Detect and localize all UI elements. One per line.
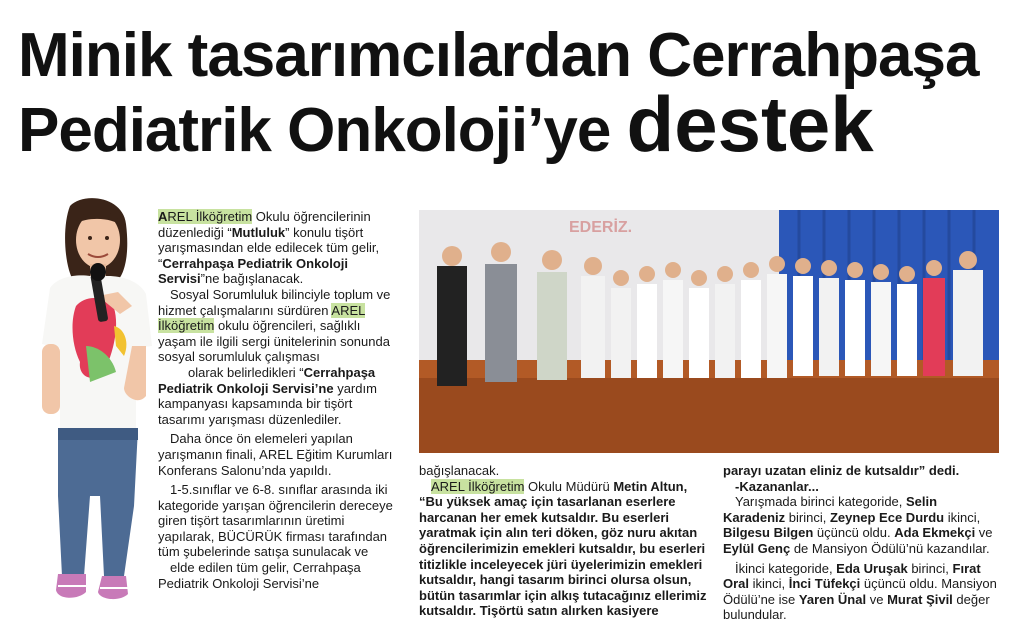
award-ceremony-photo <box>419 210 999 453</box>
article-column-2 <box>419 463 709 619</box>
headline-emphasis: destek <box>626 80 874 168</box>
paragraph-4: Daha önce ön elemeleri yapılan yarışmanın finali, AREL Eğitim Kurumları Konferans Salonu’nda yapıldı. <box>158 431 393 478</box>
winners-subheading: -Kazananlar... <box>735 478 819 494</box>
paragraph-5: 1-5.sınıflar ve 6-8. sınıflar arasında iki kategoride yarışan öğrencilerin dereceye giren tişört tasarımlarının üretimi yapılarak, BÜCÜRÜK firması tarafından tüm şubelerinde satışa sunulacak ve <box>158 482 393 560</box>
screen-text: EDERİZ. <box>569 219 633 236</box>
school-name-highlight: REL İlköğretim <box>167 209 253 224</box>
paragraph-2: Yarışmada birinci kategoride, Selin Karadeniz birinci, Zeynep Ece Durdu ikinci, Bilgesu Bilgen üçüncü oldu. Ada Ekmekçi ve Eylül Genç de Mansiyon Ödülü’nü kazandılar. <box>723 494 993 556</box>
school-name-highlight: AREL İlköğretim <box>431 478 525 494</box>
paragraph-3: olarak belirledikleri “Cerrahpaşa Pediatrik Onkoloji Servisi’ne yardım kampanyası kapsamında bir tişört tasarımı yarışması düzenlediler. <box>158 364 377 427</box>
headline-line-2-text: Pediatrik Onkoloji’ye <box>18 96 627 165</box>
paragraph-1: AREL İlköğretim Okulu öğrencilerinin düzenlediği “Mutluluk” konulu tişört yarışmasından elde edilecek tüm gelir, “Cerrahpaşa Pediatrik Onkoloji Servisi”ne bağışlanacak. <box>158 209 380 287</box>
headline-line-2 <box>18 80 1018 168</box>
article-column-1 <box>158 209 402 591</box>
paragraph-1: bağışlanacak. <box>419 463 500 478</box>
paragraph-2: AREL İlköğretim Okulu Müdürü Metin Altun, “Bu yüksek amaç için tasarlanan eserlere harcanan her emek kutsaldır. Bu eserleri yaratmak için alın teri döken, göz nuru akıtan öğrencilerimizin emekleri kutsaldır, bu eserleri titizlikle inceleyecek jüri üyelerimizin emekleri kutsaldır, hangi tasarım birinci olursa olsun, bütün tasarımlar için alkış tutacağınız ellerimiz kutsaldır. Tişörtü satın alırken kasiyere <box>419 478 707 619</box>
article-column-3 <box>723 463 999 623</box>
headline <box>18 21 1018 168</box>
headline-line-1: Minik tasarımcılardan Cerrahpaşa <box>18 21 979 90</box>
girl-with-microphone-photo <box>28 196 158 610</box>
paragraph-1: parayı uzatan eliniz de kutsaldır” dedi. <box>723 463 960 478</box>
paragraph-6: elde edilen tüm gelir, Cerrahpaşa Pediatrik Onkoloji Servisi’ne <box>158 560 361 591</box>
paragraph-2: Sosyal Sorumluluk bilinciyle toplum ve hizmet çalışmalarını sürdüren AREL İlköğretim okulu öğrencileri, sağlıklı yaşam ile ilgili sergi ünitelerinin sonunda sosyal sorumluluk çalışması <box>158 286 391 365</box>
school-name-highlight: AREL İlköğretim <box>158 302 366 334</box>
paragraph-3: İkinci kategoride, Eda Uruşak birinci, Fırat Oral ikinci, İnci Tüfekçi üçüncü oldu. Mansiyon Ödülü’ne ise Yaren Ünal ve Murat Şivil değer bulundular. <box>723 560 997 623</box>
drop-cap: A <box>158 209 168 224</box>
